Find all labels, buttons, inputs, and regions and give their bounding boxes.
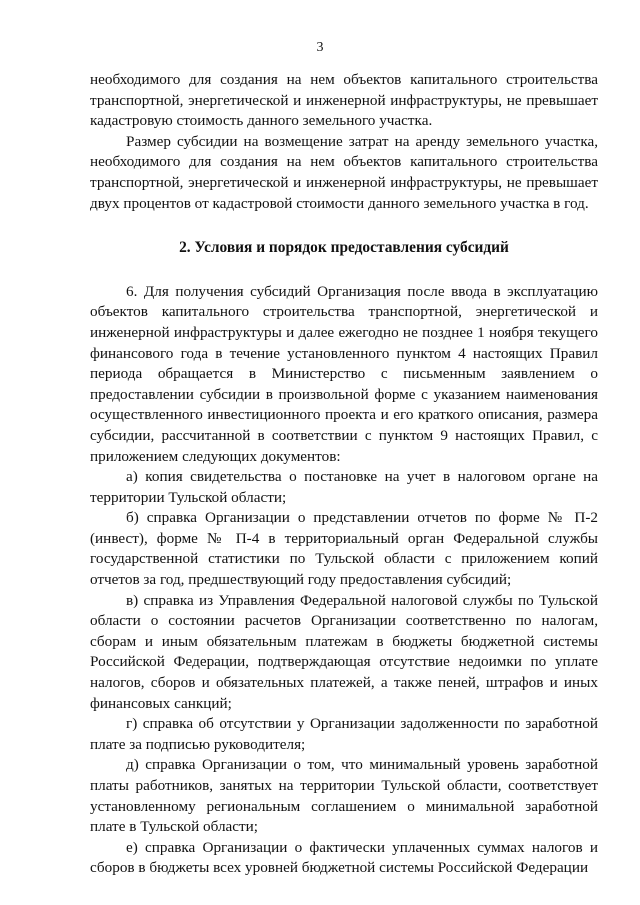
list-item-v: в) справка из Управления Федеральной налоговой службы по Тульской области о состоянии расчетов Организации соответственно по налогам, сборам и иным обязательным платежам в бюджеты бюджетной системы Российской Федерации, подтверждающая отсутствие недоимки по уплате налогов, сборов и обязательных платежей, а также пеней, штрафов и иных финансовых санкций; [90,591,598,712]
page-number: 3 [316,40,324,55]
paragraph-continuation: необходимого для создания на нем объектов капитального строительства транспортной, энергетической и инженерной инфраструктуры, не превышает кадастровую стоимость данного земельного участка. [90,71,598,130]
list-item-e: е) справка Организации о фактически уплаченных суммах налогов и сборов в бюджеты всех уровней бюджетной системы Российской Федерации [90,838,598,877]
list-item-a: а) копия свидетельства о постановке на учет в налоговом органе на территории Тульской области; [90,468,598,506]
paragraph-lease-subsidy: Размер субсидии на возмещение затрат на аренду земельного участка, необходимого для создания на нем объектов капитального строительства транспортной, энергетической и инженерной инфраструктуры, не превышает двух процентов от кадастровой стоимости данного земельного участка в год. [90,132,598,212]
document-body [90,70,598,879]
list-item-b: б) справка Организации о представлении отчетов по форме № П-2 (инвест), форме № П-4 в территориальный орган Федеральной службы государственной статистики по Тульской области с приложением копий отчетов за год, предшествующий году предоставления субсидий; [90,509,598,589]
paragraph-item-6: 6. Для получения субсидий Организация после ввода в эксплуатацию объектов капитального строительства транспортной, энергетической и инженерной инфраструктуры и далее ежегодно не позднее 1 ноября текущего финансового года в течение установленного пунктом 4 настоящих Правил периода обращается в Министерство с письменным заявлением о предоставлении субсидии в произвольной форме с указанием наименования осуществленного инвестиционного проекта и его краткого описания, размера субсидии, рассчитанной в соответствии с пунктом 9 настоящих Правил, с приложением следующих документов: [90,282,598,465]
section-heading: 2. Условия и порядок предоставления субсидий [179,239,509,257]
list-item-g: г) справка об отсутствии у Организации задолженности по заработной плате за подписью руководителя; [90,715,598,753]
list-item-d: д) справка Организации о том, что минимальный уровень заработной платы работников, занятых на территории Тульской области, соответствует установленному региональным соглашением о минимальной заработной плате в Тульской области; [90,756,598,836]
